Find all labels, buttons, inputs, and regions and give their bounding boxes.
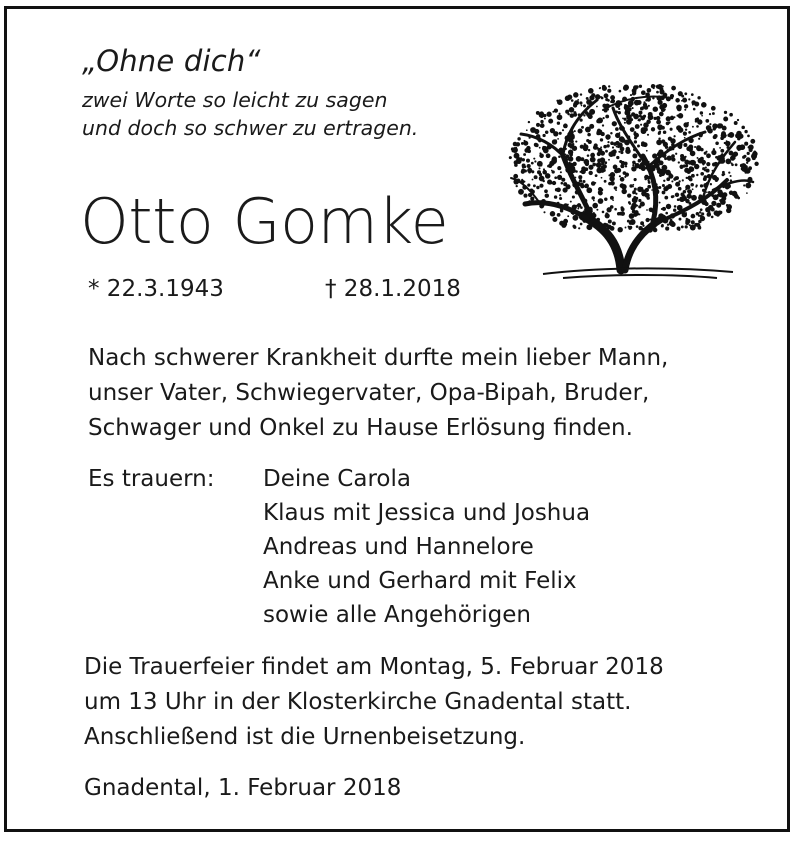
mourner-entry: Anke und Gerhard mit Felix	[263, 568, 577, 594]
mourner-entry: Andreas und Hannelore	[263, 534, 534, 560]
birth-date: * 22.3.1943	[88, 276, 224, 302]
quote-title: „Ohne dich“	[82, 44, 261, 78]
funeral-info-line: um 13 Uhr in der Klosterkirche Gnadental statt.	[84, 689, 632, 715]
quote-line: zwei Worte so leicht zu sagen	[82, 88, 388, 112]
place-and-date: Gnadental, 1. Februar 2018	[84, 775, 402, 801]
funeral-info-line: Anschließend ist die Urnenbeisetzung.	[84, 724, 526, 750]
message-line: Schwager und Onkel zu Hause Erlösung finden.	[88, 415, 633, 441]
funeral-info-line: Die Trauerfeier findet am Montag, 5. Februar 2018	[84, 654, 664, 680]
mourner-entry: Klaus mit Jessica und Joshua	[263, 500, 591, 526]
tree-icon	[503, 70, 765, 282]
message-line: unser Vater, Schwiegervater, Opa-Bipah, Bruder,	[88, 380, 650, 406]
mourner-entry: Deine Carola	[263, 466, 411, 492]
deceased-name: Otto Gomke	[80, 185, 449, 258]
death-date: † 28.1.2018	[325, 276, 461, 302]
mourners-label: Es trauern:	[88, 466, 215, 492]
mourner-entry: sowie alle Angehörigen	[263, 602, 531, 628]
quote-line: und doch so schwer zu ertragen.	[82, 116, 419, 140]
message-line: Nach schwerer Krankheit durfte mein lieber Mann,	[88, 345, 669, 371]
